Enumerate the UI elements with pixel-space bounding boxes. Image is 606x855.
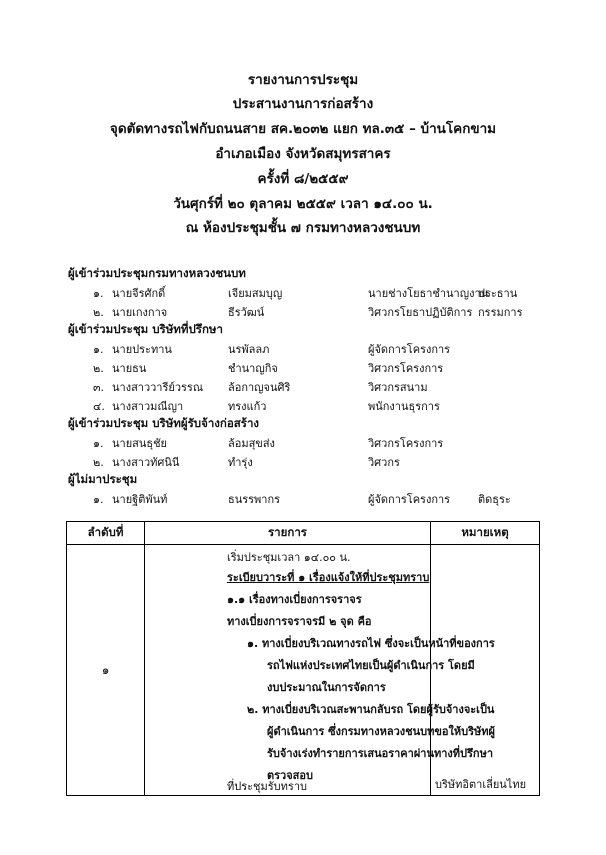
order-cell: ๑ <box>67 545 145 796</box>
attendee-name: นางสาวมณีญา <box>112 400 184 413</box>
attendee-name: นายประทาน <box>112 343 172 356</box>
header-order: ลำดับที่ <box>67 522 145 545</box>
attendee-number: ๑. <box>93 343 104 356</box>
attendee-number: ๑. <box>93 437 104 450</box>
attendee-number: ๓. <box>93 381 105 394</box>
meeting-acknowledged: ที่ประชุมรับทราบ <box>227 780 307 793</box>
detour-point-2-cont: ตรวจสอบ <box>267 769 313 782</box>
attendee-number: ๒. <box>93 362 104 375</box>
attendee-number: ๔. <box>93 400 105 413</box>
attendee-name: นางสาววารีย์วรรณ <box>112 381 204 394</box>
meeting-start: เริ่มประชุมเวลา ๑๔.๐๐ น. <box>227 551 351 564</box>
district-province: อำเภอเมือง จังหวัดสมุทรสาคร <box>215 146 391 162</box>
attendee-surname: ทรงแก้ว <box>228 400 267 413</box>
attendee-surname: ชำนาญกิจ <box>228 362 278 375</box>
detour-intro: ทางเบี่ยงการจราจรมี ๒ จุด คือ <box>227 615 372 628</box>
attendee-surname: นรพัลลภ <box>228 343 270 356</box>
group-title-contractor: ผู้เข้าร่วมประชุม บริษัทผู้รับจ้างก่อสร้าง <box>68 416 260 430</box>
attendee-position: วิศวกรโครงการ <box>368 362 444 375</box>
detour-point-1-cont: รถไฟแห่งประเทศไทยเป็นผู้ดำเนินการ โดยมี <box>267 659 475 672</box>
attendee-role: ติดธุระ <box>478 493 511 506</box>
project-location: จุดตัดทางรถไฟกับถนนสาย สค.๒๐๓๒ แยก ทล.๓๕ – บ้านโคกขาม <box>109 121 497 137</box>
project-type: ประสานงานการก่อสร้าง <box>232 96 374 112</box>
attendee-position: พนักงานธุรการ <box>368 400 440 413</box>
meeting-date: วันศุกร์ที่ ๒๐ ตุลาคม ๒๕๕๙ เวลา ๑๔.๐๐ น. <box>173 196 433 212</box>
attendee-position: วิศวกรสนาม <box>368 381 428 394</box>
attendee-position: วิศวกรโครงการ <box>368 437 444 450</box>
attendee-name: นายสนธุชัย <box>112 437 167 450</box>
attendee-name: นายฐิติพันท์ <box>112 493 168 506</box>
meeting-number: ครั้งที่ ๘/๒๕๕๙ <box>257 171 349 187</box>
attendee-name: นายจีรศักดิ์ <box>112 287 166 300</box>
attendee-position: วิศวกรโยธาปฏิบัติการ <box>368 306 473 319</box>
report-title: รายงานการประชุม <box>247 72 359 88</box>
topic-heading: ๑.๑ เรื่องทางเบี่ยงการจราจร <box>227 593 362 606</box>
detour-point-2-cont: ผู้ดำเนินการ ซึ่งกรมทางหลวงชนบทขอให้บริษัทผู้ <box>267 725 495 738</box>
attendee-name: นายเกงกาจ <box>112 306 168 319</box>
table-row <box>67 545 540 796</box>
attendee-position: ผู้จัดการโครงการ <box>368 343 451 356</box>
header-items: รายการ <box>145 522 431 545</box>
remark-text: บริษัทอิตาเลี่ยนไทย <box>435 778 527 791</box>
detour-point-1: ๑. ทางเบี่ยงบริเวณทางรถไฟ ซึ่งจะเป็นหน้าที่ของการ <box>247 637 495 650</box>
attendee-number: ๑. <box>93 493 104 506</box>
group-title-drr: ผู้เข้าร่วมประชุมกรมทางหลวงชนบท <box>68 266 246 280</box>
attendee-position: วิศวกร <box>368 456 400 469</box>
detour-point-2-cont: รับจ้างเร่งทำรายการเสนอราคาผ่านทางที่ปรึกษา <box>267 747 494 760</box>
attendee-surname: ทำรุ่ง <box>228 456 253 469</box>
agenda-heading: ระเบียบวาระที่ ๑ เรื่องแจ้งให้ที่ประชุมทราบ <box>227 571 430 584</box>
attendee-surname: ล้อกาญจนศิริ <box>228 381 291 394</box>
group-title-absent: ผู้ไม่มาประชุม <box>68 472 138 486</box>
attendee-name: นางสาวทัศนินี <box>112 456 180 469</box>
attendee-number: ๒. <box>93 456 104 469</box>
attendee-number: ๑. <box>93 287 104 300</box>
attendee-surname: ล้อมสุขส่ง <box>228 437 275 450</box>
attendee-surname: ธนรรพากร <box>228 493 281 506</box>
attendee-surname: ธีรวัฒน์ <box>228 306 265 319</box>
table-header-row <box>67 522 540 545</box>
attendee-position: ผู้จัดการโครงการ <box>368 493 451 506</box>
minutes-table <box>66 521 540 796</box>
attendee-role: กรรมการ <box>478 306 523 319</box>
attendee-role: ประธาน <box>478 287 518 300</box>
attendee-surname: เจียมสมบุญ <box>228 287 283 300</box>
meeting-venue: ณ ห้องประชุมชั้น ๗ กรมทางหลวงชนบท <box>185 220 421 236</box>
attendee-position: นายช่างโยธาชำนาญงาน <box>368 287 489 300</box>
attendee-number: ๒. <box>93 306 104 319</box>
detour-point-1-cont: งบประมาณในการจัดการ <box>267 681 386 694</box>
header-remark: หมายเหตุ <box>431 522 540 545</box>
group-title-consultant: ผู้เข้าร่วมประชุม บริษัทที่ปรึกษา <box>68 322 223 336</box>
detour-point-2: ๒. ทางเบี่ยงบริเวณสะพานกลับรถ โดยผู้รับจ้างจะเป็น <box>247 703 495 716</box>
attendee-name: นายธน <box>112 362 147 375</box>
